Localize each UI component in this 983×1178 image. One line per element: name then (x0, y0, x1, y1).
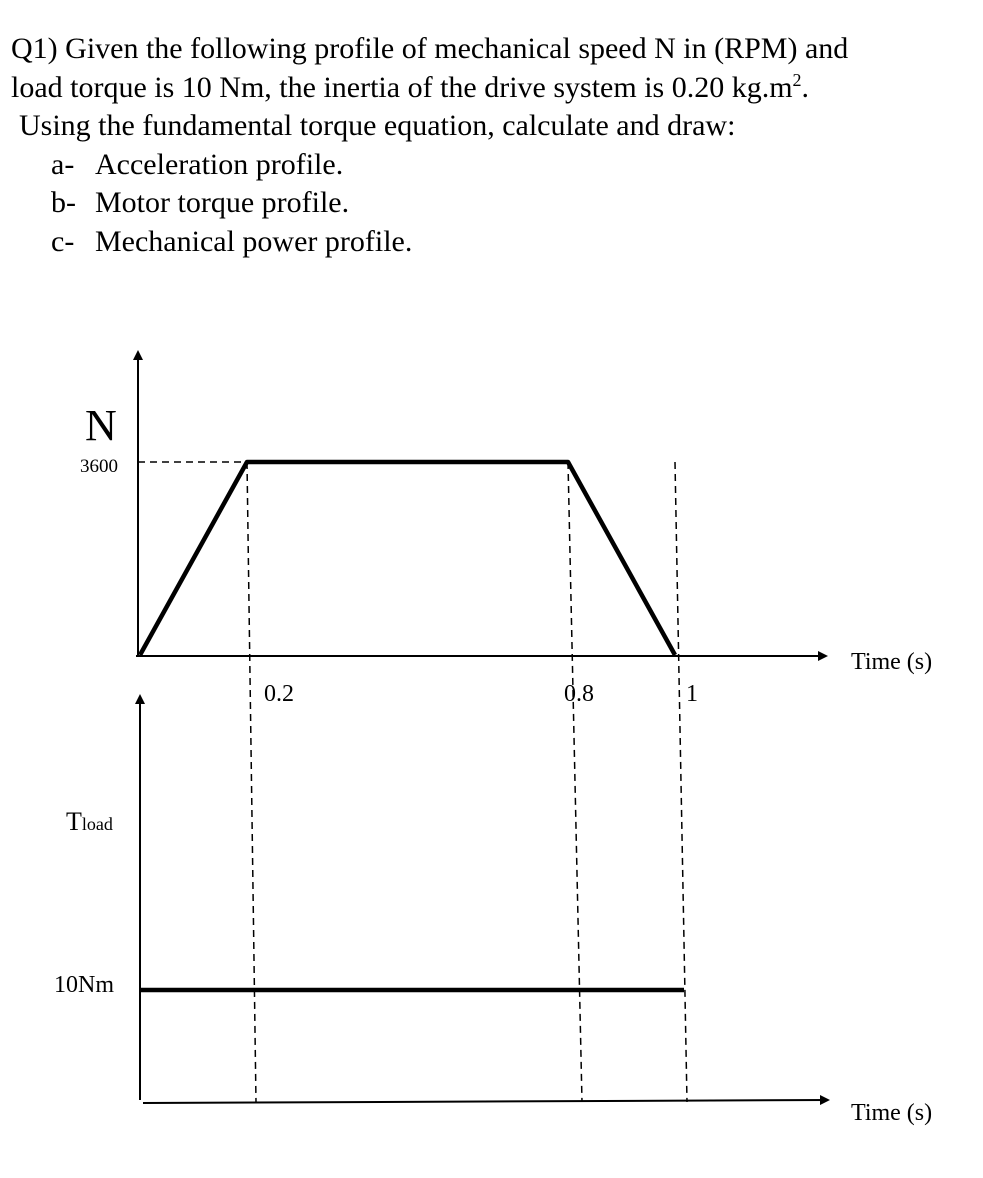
squared-superscript: 2 (792, 69, 802, 90)
torque-x-label: Time (s) (851, 1100, 933, 1126)
torque-y-label (66, 807, 113, 836)
task-marker-a: a- (51, 147, 75, 181)
question-line-2-main: load torque is 10 Nm, the inertia of the drive system is 0.20 kg.m (11, 70, 793, 104)
question-line-3: Using the fundamental torque equation, calculate and draw: (19, 109, 736, 142)
speed-x-label: Time (s) (851, 649, 933, 675)
task-text-b: Motor torque profile. (95, 186, 350, 219)
question-line-1: Q1) Given the following profile of mechanical speed N in (RPM) and (11, 32, 849, 65)
x-tick-1: 1 (686, 681, 698, 707)
task-marker-b: b- (51, 186, 76, 219)
torque-y-label-main: T (66, 807, 82, 836)
speed-profile-line (140, 462, 675, 655)
torque-level-label: 10Nm (54, 972, 114, 998)
torque-x-axis (143, 1100, 828, 1103)
x-tick-0.2: 0.2 (264, 681, 294, 707)
x-tick-0.8: 0.8 (564, 681, 594, 707)
guide-line-0.8 (568, 462, 582, 1102)
question-line-2-end: . (801, 70, 810, 104)
task-marker-c: c- (51, 224, 75, 258)
speed-y-label: N (85, 401, 117, 450)
task-text-c: Mechanical power profile. (95, 224, 413, 258)
speed-y-tick-3600: 3600 (80, 456, 118, 477)
guide-line-0.2 (247, 462, 256, 1102)
task-text-a: Acceleration profile. (95, 147, 344, 181)
torque-y-label-sub: load (81, 814, 113, 834)
guide-line-1 (675, 462, 687, 1102)
